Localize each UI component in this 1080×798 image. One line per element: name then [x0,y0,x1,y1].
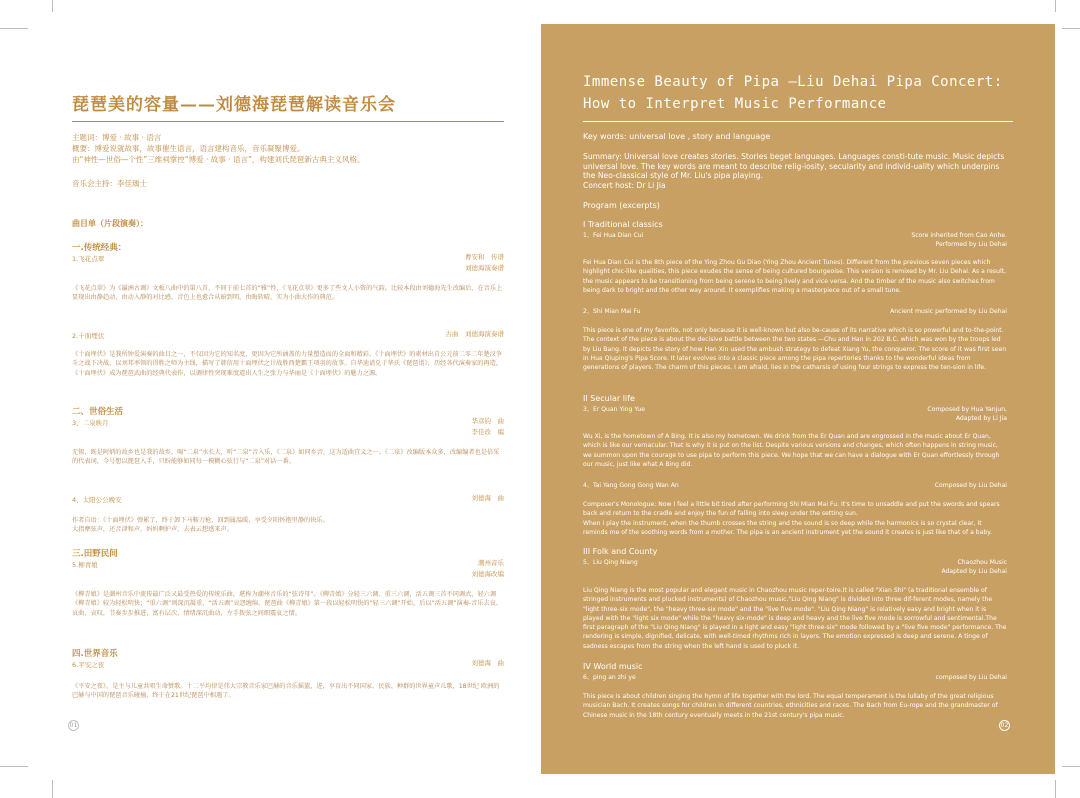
right-title-line-2: How to Interpret Music Performance [583,96,887,112]
right-piece-credit: composed by Liu Dehai [935,674,1007,681]
left-piece-text: 《平安之夜》，是主与儿童共唱生命赞歌。十二平均律是伟大宗教音乐家巴赫的音乐摇篮，进，享育出不同国家、民族、种群的世界童声儿歌，18世纪 欧洲的巴赫与中国的琵琶音乐碰撞，终于在21世纪琵琶中相遇了。 [72,683,500,700]
right-piece-title: 5、Liu Qing Niang [583,559,638,566]
left-section-heading: 三.田野民间 [72,549,118,559]
right-piece-title: 1、Fei Hua Dian Cui [583,232,644,239]
left-piece-credit: 刘德海 曲 [471,659,504,667]
right-piece-text: Composer's Monologue: Now I feel a little bit tired after performing Shi Mian Mai Fu. It's time to unsaddle and put the swords and spears back and return to the cradle and enjoy the fun of falling into sleep under the setting sun. When I play the instrument, when the thumb crosses the string and the sound is so deep while the harmonics is so crystal clear, it reminds me of the soothing words from a mother. The pipa is an ancient instrument yet the sound it creates is just like that of a baby. [583,501,1000,536]
left-piece-title: 3、二泉映月 [72,419,109,427]
right-page [541,24,1055,774]
crop-mark [1062,28,1080,29]
left-piece-text: 《十面埋伏》是我所钟爱演奏的曲目之一，不仅因为它的知名度，更因为它所涵盖的力量塑造而的全面和精彩。《十面埋伏》的素材出自公元前二零二年楚汉争斗之战下决战，以刘邦率领的得胜之师为主线，描写了韩信用十面埋伏之计战胜西楚霸王项羽的故事。自华迪谱兑于华氏《琵琶谱》，历经各代演奏家的再造，《十面埋伏》成为琵琶武曲的经典代表作，以调律性突现难度道出人生之张力与华丽是《十面埋伏》的魅力之源。 [72,351,503,377]
right-piece-text: Fei Hua Dian Cui is the 8th piece of the Ying Zhou Gu Diao (Ying Zhou Ancient Tunes). Different from the previous seven pieces which highlight chic-like qualities, this piece exudes the sense of being cultured bourgeoise. This version is remixed by Mr. Liu Dehai. As a result, the music appears to be transitioning from being serene to being lively and vice versa. And the timber of the music also switches from being dark to bright and the other way around. It exemplifies making a masterpiece out of a small tune. [583,259,1006,294]
title-rule [583,121,1013,122]
right-piece-credit: Score inherited from Cao Anhe. Performed by Liu Dehai [911,232,1007,249]
right-piece-text: Liu Qing Niang is the most popular and elegant music in Chaozhou music reper-toire.It is called "Xian Shi" (a traditional ensemble of stringed instruments and plucked instruments) of Chaozhou music."Liu Qing Niang" is divided into three dif-ferent modes, namely the "light three-six mode", the "heavy three-six mode" and the "live five mode". "Liu Qing Niang" is relatively easy and bright when it is played with the "light six mode" while the "heavy six-mode" is deep and heavy and the live five mode is sorrowful and sentimental.The first paragraph of the "Liu Qing Niang" is played in a light and easy "light three-six" mode followed by a "live five mode" performance. The rendering is simple, dignified, delicate, with well-timed rhythms rich in layers. The emotion expressed is deep and serene. A tinge of sadness escapes from the string when the left hand is used to pluck it. [583,587,1007,650]
right-piece-credit: Chaozhou Music Adapted by Liu Dehai [941,559,1007,576]
left-summary-2: 由“神性—世俗—个性”三维祠掌控“博爱 · 故事 · 语言”，构建刘氏琵琶新古典主义风格。 [72,155,365,164]
right-piece-credit: Ancient music performed by Liu Dehai [890,308,1007,315]
left-piece-text: 《柳青娘》是潮州音乐中流传最广泛又最受热爱的传统乐曲，堪称为潮州音乐的“弦诗母”。《柳青娘》分轻三六调、重三六调，活五调三首不同调式，轻六调《柳青娘》较为轻松明快；“重六调”则深沉凝重，“活五调”哀怨缠绵。琵琶曲《柳青娘》第一段以轻松明快的“轻三六调”开始，后以“活五调”演奏-音乐去哀、哀曲、哀叹，节奏步步推进，富有层次，情绪深沉曲动，左手拨弦之间细震哀之情。 [72,591,503,617]
right-keywords: Key words: universal love , story and language [583,132,771,141]
left-title: 琵琶美的容量——刘德海琵琶解读音乐会 [72,95,396,115]
crop-mark [1055,780,1056,798]
left-piece-credit: 曹安和 传谱 刘德海演奏谱 [465,253,504,272]
left-piece-title: 4、太阳公公晚安 [72,496,122,504]
crop-mark [1062,766,1080,767]
right-title-line-1: Immense Beauty of Pipa —Liu Dehai Pipa Concert: [583,74,1003,90]
left-program-heading: 曲目单（片段演奏）： [72,219,148,228]
crop-mark [0,766,28,767]
left-piece-credit: 刘德海 曲 [471,494,504,502]
left-page-number: 01 [69,722,78,729]
crop-mark [52,780,53,798]
left-piece-credit: 潮州音乐 刘德海改编 [471,559,504,578]
left-section-heading: 二、世俗生活 [72,407,124,417]
right-summary: Summary: Universal love creates stories. Stories beget languages. Languages consti-tute music. Music depicts universal love. The key words are meant to describe relig-iosity, secularity and individ-uality which underpins the Neo-classical style of Mr. Liu's pipa playing. [583,152,1005,180]
left-piece-title: 1.飞花点翠 [72,255,105,263]
crop-mark [1055,0,1056,12]
right-section-heading: IV World music [583,662,643,671]
left-page [52,20,520,740]
left-piece-title: 2.十面埋伏 [72,332,105,340]
left-piece-text: 作者自语：《十面埋伏》弹累了，终于卸下马鞍刀枪，回到属温暖，享受夕阳怀抱里静的快乐。 大指摩弦声，还音津和声，妈妈啊护声，去表云想感来声。 [72,517,329,534]
left-section-heading: 一.传统经典： [72,243,127,253]
left-summary-1: 概要：博爱说就故事，故事催生语言，语言建构音乐，音乐凝聚博爱。 [72,144,305,153]
right-piece-credit: Composed by Liu Dehai [934,482,1007,489]
right-piece-text: Wu Xi, is the hometown of A Bing. It is also my hometown. We drink from the Er Quan and are engrossed in the music about Er Quan, which is like our vernacular. That is why it is put on the list. Despite various versions and changes, which often happens in string music, we summon upon the courage to use pipa to perform this piece. We hope that we can have a dialogue with Er Quan effortlessly through our music, just like what A Bing did. [583,433,1000,468]
left-section-heading: 四.世界音乐 [72,649,118,659]
left-theme: 主题词：博爱 · 故事 · 语言 [72,133,162,142]
right-page-number: 02 [1000,722,1009,729]
right-piece-title: 3、Er Quan Ying Yue [583,406,645,413]
right-program-heading: Program (excerpts) [583,201,660,210]
right-piece-title: 2、Shi Mian Mai Fu [583,308,641,315]
right-section-heading: I Traditional classics [583,220,663,229]
right-section-heading: III Folk and County [583,547,658,556]
crop-mark [0,28,28,29]
right-piece-text: This piece is one of my favorite, not only because it is well-known but also be-cause of its narrative which is so powerful and to-the-point. The context of the piece is about the decisive battle between the two states —Chu and Han in 202 B.C. which was won by the troops led by Liu Bang. It depicts the story of how Han Xin used the ambush strategy to defeat Xiang Yu, the conqueror. The score of it was first seen in Hua Qiuping's Pipa Score. It later evolves into a classic piece among the pipa repertories thanks to the wonderful ideas from generations of players. The charm of this pieces, I am afraid, lies in the catharsis of using four strings to express the ten-sion in life. [583,327,1007,372]
left-piece-title: 6.平安之夜 [72,661,105,669]
left-piece-title: 5.柳青娘 [72,561,98,569]
right-host: Concert host: Dr Li Jia [583,181,666,190]
crop-mark [52,0,53,12]
title-rule [72,121,504,122]
right-piece-title: 4、Tai Yang Gong Gong Wan An [583,482,679,489]
left-piece-text: 《飞花点翠》为《瀛洲古调》文板八曲中的第八首，不同于前七首的“雅”性，《飞花点翠》更多了些文人小资的气韵。比较本段由刘德海先生改编后，在音乐上显现出由静趋动，由动入静的对比感，音色上也愈合从暗到明，由晦转晴，实为小曲大作的典范。 [72,285,503,302]
left-piece-text: 无锡，既是阿炳的故乡也是我的故乡。喝“二泉”水长大，听“二泉”音入乐，《二泉》如同乡音，这为适曲宜义之一。《二泉》改编版本众多，改编编者也是倍采的代表词，今号想以琵琶入手，只盼能够如同每一模糊心弦行与“二泉”对话一番。 [72,449,500,466]
right-piece-text: This piece is about children singing the hymn of life together with the lord. The equal temperament is the lullaby of the great religious musician Bach. It creates songs for children in different countries, ethnicities and races. The Bach from Eu-rope and the grandmaster of Chinese music in the 18th century eventually meets in the 21st century's pipa music. [583,693,998,719]
right-section-heading: II Secular life [583,394,635,403]
left-piece-credit: 古曲 刘德海演奏谱 [445,330,504,338]
left-host: 音乐会主持：李佳瑀士 [72,179,147,188]
right-piece-title: 6、ping an zhi ye [583,674,636,681]
left-piece-credit: 华彦钧 曲 李佳改 编 [471,417,504,436]
right-piece-credit: Composed by Hua Yanjun, Adapted by Li Jia [927,406,1007,423]
